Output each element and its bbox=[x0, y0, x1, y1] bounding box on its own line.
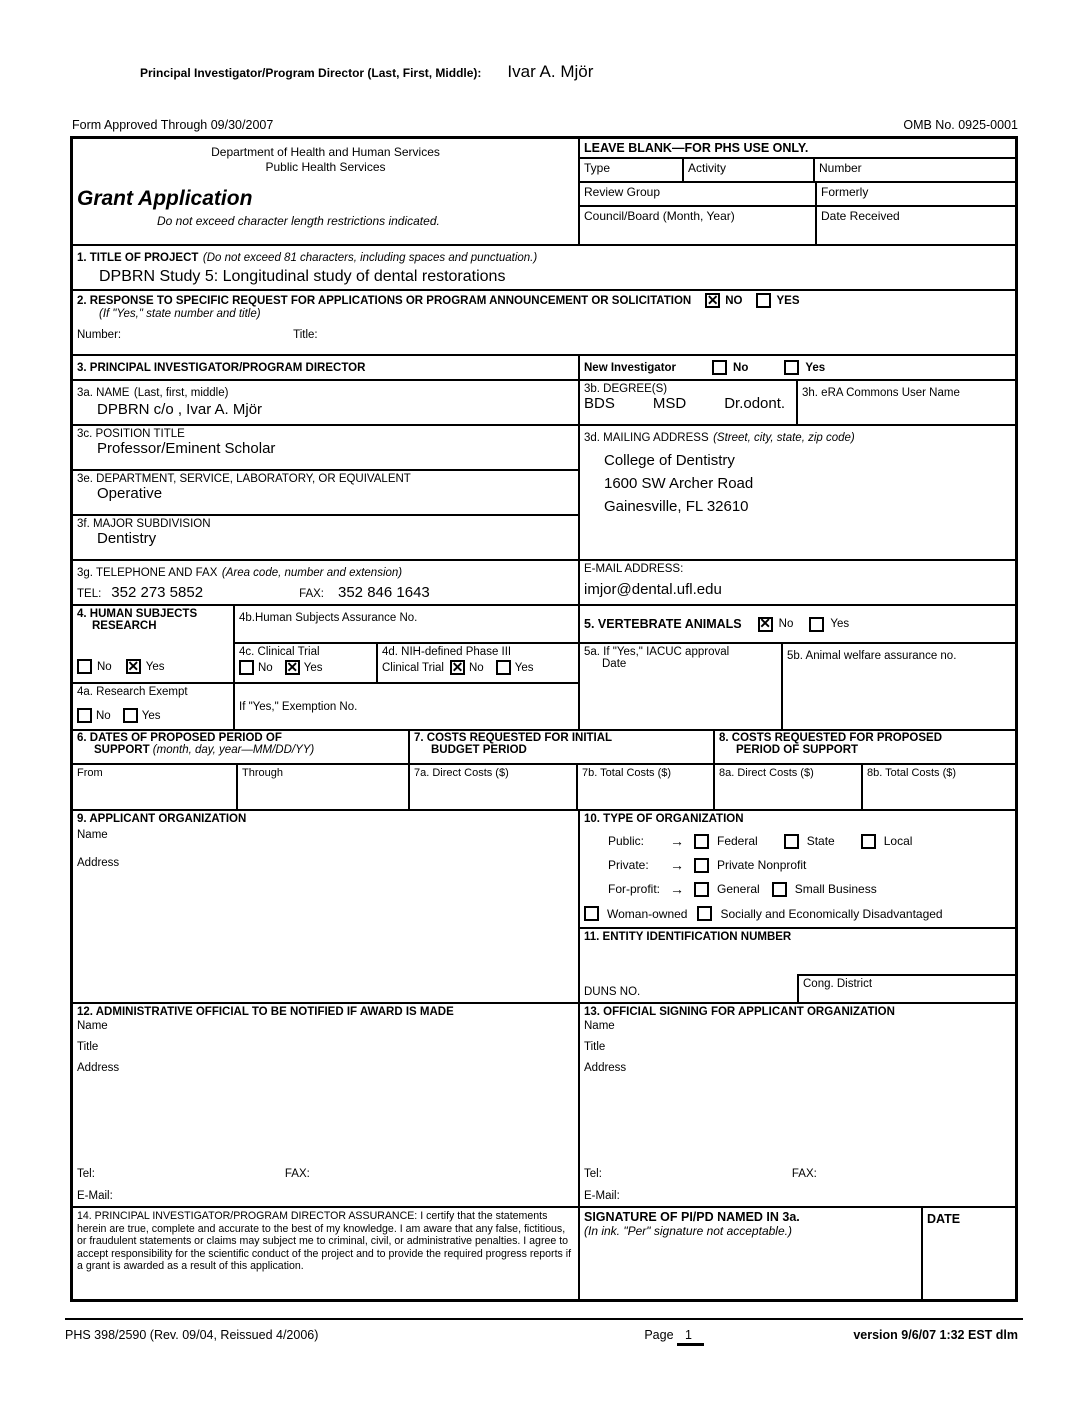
field-7a-direct-costs: 7a. Direct Costs ($) bbox=[410, 765, 578, 809]
field-4a-label: 4a. Research Exempt bbox=[77, 686, 188, 698]
human-subjects-block bbox=[73, 606, 580, 729]
major-subdivision-value: Dentistry bbox=[97, 530, 157, 547]
field-4b-label: 4b.Human Subjects Assurance No. bbox=[239, 612, 418, 624]
agency-dept-line2: Public Health Services bbox=[265, 160, 386, 174]
checkbox-disadvantaged[interactable] bbox=[697, 906, 712, 921]
checkbox-4a-yes-label: Yes bbox=[141, 709, 161, 722]
field-5-vertebrate-animals bbox=[580, 606, 1015, 644]
public-label: Public: bbox=[608, 834, 645, 848]
disadvantaged-label: Socially and Economically Disadvantaged bbox=[720, 906, 943, 921]
field-3d-note: (Street, city, state, zip code) bbox=[713, 432, 855, 444]
field-5a-iacuc-approval bbox=[580, 644, 783, 729]
field-4b-assurance-no bbox=[235, 606, 578, 644]
checkbox-5-yes-label: Yes bbox=[830, 618, 850, 630]
pi-header-label: Principal Investigator/Program Director (Last, First, Middle): bbox=[140, 66, 482, 80]
field-6-label-line2: SUPPORT bbox=[94, 744, 150, 756]
date-label: DATE bbox=[927, 1212, 961, 1226]
checkbox-4-yes-label: Yes bbox=[145, 660, 165, 673]
checkbox-private-nonprofit[interactable] bbox=[694, 858, 709, 873]
field-1-note: (Do not exceed 81 characters, including spaces and punctuation.) bbox=[202, 252, 538, 264]
field-8a-direct-costs: 8a. Direct Costs ($) bbox=[715, 765, 863, 809]
field-9-address-label: Address bbox=[77, 857, 120, 869]
form-approved-text: Form Approved Through 09/30/2007 bbox=[72, 118, 274, 132]
phs-number-cell: Number bbox=[819, 161, 862, 175]
checkbox-4c-yes-label: Yes bbox=[303, 661, 323, 674]
footer bbox=[65, 1328, 1018, 1342]
field-10-label: 10. TYPE OF ORGANIZATION bbox=[584, 813, 744, 825]
arrow-icon: → bbox=[670, 881, 684, 897]
checkbox-2-yes-label: YES bbox=[776, 294, 800, 307]
field-3f-major-subdivision bbox=[73, 516, 578, 559]
field-3b-label: 3b. DEGREE(S) bbox=[584, 383, 668, 395]
field-12-tel-label: Tel: bbox=[77, 1168, 95, 1180]
phs-date-received-cell: Date Received bbox=[821, 209, 900, 223]
checkbox-4-no[interactable] bbox=[77, 659, 92, 674]
address-line: Gainesville, FL 32610 bbox=[604, 498, 749, 515]
field-3e-label: 3e. DEPARTMENT, SERVICE, LABORATORY, OR EQUIVALENT bbox=[77, 473, 411, 485]
org-right-block bbox=[580, 811, 1015, 1002]
state-label: State bbox=[806, 834, 835, 848]
checkbox-woman-owned[interactable] bbox=[584, 906, 599, 921]
woman-owned-label: Woman-owned bbox=[607, 906, 688, 921]
field-3b-degrees bbox=[580, 381, 798, 424]
pi-header-line bbox=[140, 0, 1088, 82]
checkbox-2-yes[interactable] bbox=[756, 293, 771, 308]
checkbox-4-no-label: No bbox=[97, 660, 112, 673]
checkbox-4a-no[interactable] bbox=[77, 708, 92, 723]
new-investigator-label: New Investigator bbox=[584, 361, 677, 374]
checkbox-local[interactable] bbox=[861, 834, 876, 849]
field-14-text: I certify that the statements herein are true, complete and accurate to the best of my knowledge. I am aware that any false, fictitious, or fraudulent statements or claims may subject me to criminal, civil, or administrative penalties. I agree to accept responsibility for the scientific conduct of the project and to provide the required progress reports if a grant is awarded as a result of this application. bbox=[77, 1210, 572, 1273]
field-4a-research-exempt bbox=[73, 684, 235, 729]
field-6-dates-of-support bbox=[73, 731, 410, 809]
checkbox-4c-no[interactable] bbox=[239, 660, 254, 675]
phs-type-cell: Type bbox=[580, 159, 684, 181]
checkbox-2-no[interactable] bbox=[705, 293, 720, 308]
field-4-human-subjects bbox=[73, 606, 235, 682]
field-3-header-label: 3. PRINCIPAL INVESTIGATOR/PROGRAM DIRECTOR bbox=[77, 362, 366, 374]
field-2-response bbox=[73, 291, 1015, 354]
field-email-address bbox=[580, 561, 1015, 604]
field-3f-label: 3f. MAJOR SUBDIVISION bbox=[77, 518, 211, 530]
position-title-value: Professor/Eminent Scholar bbox=[97, 440, 276, 457]
field-14-label: 14. PRINCIPAL INVESTIGATOR/PROGRAM DIRECTOR ASSURANCE: bbox=[77, 1210, 418, 1222]
field-2-title-label: Title: bbox=[293, 329, 318, 341]
field-12-label: 12. ADMINISTRATIVE OFFICIAL TO BE NOTIFIED IF AWARD IS MADE bbox=[77, 1006, 454, 1018]
field-5b-welfare-assurance bbox=[783, 644, 1015, 729]
degree-value: BDS bbox=[584, 395, 615, 412]
checkbox-4d-yes-label: Yes bbox=[514, 661, 534, 674]
field-3a-name bbox=[73, 381, 580, 424]
field-3d-label: 3d. MAILING ADDRESS bbox=[584, 432, 709, 444]
checkbox-state[interactable] bbox=[784, 834, 799, 849]
degree-value: MSD bbox=[652, 395, 687, 412]
field-9-applicant-organization bbox=[73, 811, 580, 1002]
field-3h-label: 3h. eRA Commons User Name bbox=[802, 387, 960, 399]
date-cell bbox=[923, 1208, 1015, 1299]
field-11-entity-id bbox=[580, 929, 1015, 1002]
federal-label: Federal bbox=[717, 834, 758, 848]
field-4c-clinical-trial bbox=[235, 644, 378, 682]
field-7-costs-initial bbox=[410, 731, 715, 809]
checkbox-new-investigator-yes-label: Yes bbox=[805, 361, 826, 374]
phs-council-cell: Council/Board (Month, Year) bbox=[580, 207, 817, 244]
field-3c-position-title bbox=[73, 426, 578, 471]
field-6-from: From bbox=[73, 765, 238, 809]
address-line: 1600 SW Archer Road bbox=[604, 475, 754, 492]
field-11-label: 11. ENTITY IDENTIFICATION NUMBER bbox=[584, 931, 792, 943]
checkbox-5-yes[interactable] bbox=[809, 617, 824, 632]
field-13-title-label: Title bbox=[584, 1041, 606, 1053]
field-3-header bbox=[73, 356, 580, 379]
field-4d-phase3-trial bbox=[378, 644, 578, 682]
field-3e-department bbox=[73, 471, 578, 516]
checkbox-new-investigator-yes[interactable] bbox=[784, 360, 799, 375]
checkbox-4d-yes[interactable] bbox=[496, 660, 511, 675]
field-7-label-line2: BUDGET PERIOD bbox=[431, 744, 527, 756]
field-8b-total-costs: 8b. Total Costs ($) bbox=[867, 767, 957, 779]
page-number: 1 bbox=[677, 1328, 704, 1346]
field-6-label-line1: 6. DATES OF PROPOSED PERIOD OF bbox=[77, 732, 282, 744]
email-value: imjor@dental.ufl.edu bbox=[584, 581, 722, 598]
tel-value: 352 273 5852 bbox=[111, 584, 204, 601]
checkbox-4c-no-label: No bbox=[258, 661, 273, 674]
arrow-icon: → bbox=[670, 833, 684, 849]
field-4c-label: 4c. Clinical Trial bbox=[239, 646, 320, 658]
field-13-official-signing bbox=[580, 1004, 1015, 1206]
phs-box-header: LEAVE BLANK—FOR PHS USE ONLY. bbox=[580, 139, 1015, 159]
footer-version: version 9/6/07 1:32 EST dlm bbox=[853, 1328, 1018, 1342]
duns-label: DUNS NO. bbox=[584, 986, 641, 998]
field-3d-mailing-address bbox=[580, 426, 1015, 559]
field-12-title-label: Title bbox=[77, 1041, 99, 1053]
form-table bbox=[70, 136, 1018, 1302]
field-4-label-line2: RESEARCH bbox=[92, 620, 157, 632]
project-title-value: DPBRN Study 5: Longitudinal study of dental restorations bbox=[99, 268, 506, 285]
field-13-address-label: Address bbox=[584, 1062, 627, 1074]
approval-line bbox=[72, 118, 1018, 132]
field-6-note: (month, day, year—MM/DD/YY) bbox=[152, 744, 315, 756]
checkbox-5-no-label: No bbox=[778, 618, 794, 630]
field-10-type-of-organization bbox=[580, 811, 1015, 929]
agency-dept-line1: Department of Health and Human Services bbox=[211, 145, 440, 159]
checkbox-4a-no-label: No bbox=[96, 709, 111, 722]
field-2-number-label: Number: bbox=[77, 329, 122, 341]
page-label: Page bbox=[644, 1328, 674, 1342]
field-13-email-label: E-Mail: bbox=[584, 1190, 620, 1202]
private-label: Private: bbox=[608, 858, 649, 872]
fax-label: FAX: bbox=[299, 588, 324, 600]
field-12-fax-label: FAX: bbox=[284, 1168, 310, 1180]
vertebrate-animals-block bbox=[580, 606, 1015, 729]
field-5a-label-line1: 5a. If "Yes," IACUC approval bbox=[584, 646, 730, 658]
field-9-name-label: Name bbox=[77, 829, 108, 841]
cong-district-cell: Cong. District bbox=[797, 974, 1015, 1002]
signature-cell bbox=[580, 1208, 923, 1299]
field-2-note: (If "Yes," state number and title) bbox=[99, 308, 261, 320]
phs-formerly-cell: Formerly bbox=[821, 185, 869, 199]
checkbox-4d-no-label: No bbox=[469, 661, 484, 674]
checkbox-5-no[interactable] bbox=[758, 617, 773, 632]
phs-activity-cell: Activity bbox=[684, 159, 815, 181]
field-7b-total-costs: 7b. Total Costs ($) bbox=[582, 767, 672, 779]
footer-form-id: PHS 398/2590 (Rev. 09/04, Reissued 4/2006) bbox=[65, 1328, 319, 1342]
email-label: E-MAIL ADDRESS: bbox=[584, 563, 684, 575]
field-3a-label: 3a. NAME bbox=[77, 387, 130, 399]
local-label: Local bbox=[883, 834, 913, 848]
checkbox-4c-yes[interactable] bbox=[285, 660, 300, 675]
field-3g-note: (Area code, number and extension) bbox=[221, 567, 403, 579]
field-12-address-label: Address bbox=[77, 1062, 120, 1074]
field-4-label-line1: 4. HUMAN SUBJECTS bbox=[77, 608, 198, 620]
checkbox-new-investigator-no-label: No bbox=[733, 361, 749, 374]
field-8-costs-proposed bbox=[715, 731, 1015, 809]
form-title: Grant Application bbox=[77, 187, 253, 210]
field-14-assurance bbox=[73, 1208, 580, 1299]
arrow-icon: → bbox=[670, 857, 684, 873]
signature-note: (In ink. "Per" signature not acceptable.) bbox=[584, 1224, 792, 1238]
field-7-label-line1: 7. COSTS REQUESTED FOR INITIAL bbox=[414, 732, 613, 744]
field-3a-note: (Last, first, middle) bbox=[133, 387, 229, 399]
checkbox-federal[interactable] bbox=[694, 834, 709, 849]
checkbox-4-yes[interactable] bbox=[126, 659, 141, 674]
field-2-label: 2. RESPONSE TO SPECIFIC REQUEST FOR APPLICATIONS OR PROGRAM ANNOUNCEMENT OR SOLICITATION bbox=[77, 294, 692, 307]
agency-cell bbox=[73, 139, 580, 244]
checkbox-4d-no[interactable] bbox=[450, 660, 465, 675]
general-label: General bbox=[717, 882, 760, 896]
field-6-through: Through bbox=[242, 767, 283, 779]
pi-header-value: Ivar A. Mjör bbox=[507, 62, 594, 81]
exemption-label: If "Yes," Exemption No. bbox=[239, 700, 358, 713]
form-title-note: Do not exceed character length restrictions indicated. bbox=[157, 214, 440, 228]
tel-label: TEL: bbox=[77, 588, 102, 600]
field-12-name-label: Name bbox=[77, 1020, 108, 1032]
field-5b-label: 5b. Animal welfare assurance no. bbox=[787, 650, 957, 662]
checkbox-new-investigator-no[interactable] bbox=[712, 360, 727, 375]
field-exemption-no bbox=[235, 684, 578, 729]
field-5a-label-line2: Date bbox=[602, 658, 627, 670]
fax-value: 352 846 1643 bbox=[338, 584, 430, 601]
footer-rule bbox=[65, 1318, 1023, 1320]
field-4d-label-line1: 4d. NIH-defined Phase III bbox=[382, 646, 512, 658]
field-13-tel-label: Tel: bbox=[584, 1168, 602, 1180]
field-13-fax-label: FAX: bbox=[791, 1168, 817, 1180]
field-12-email-label: E-Mail: bbox=[77, 1190, 113, 1202]
pi-name-value: DPBRN c/o , Ivar A. Mjör bbox=[97, 401, 263, 418]
checkbox-small-business[interactable] bbox=[772, 882, 787, 897]
address-line: College of Dentistry bbox=[604, 452, 735, 469]
checkbox-4a-yes[interactable] bbox=[123, 708, 138, 723]
field-8-label-line2: PERIOD OF SUPPORT bbox=[736, 744, 859, 756]
private-nonprofit-label: Private Nonprofit bbox=[717, 858, 807, 872]
pi-left-stack bbox=[73, 426, 580, 559]
field-13-label: 13. OFFICIAL SIGNING FOR APPLICANT ORGANIZATION bbox=[584, 1006, 895, 1018]
field-3h-era-commons bbox=[798, 381, 1015, 424]
field-3g-label: 3g. TELEPHONE AND FAX bbox=[77, 567, 218, 579]
omb-number: OMB No. 0925-0001 bbox=[903, 118, 1018, 132]
department-value: Operative bbox=[97, 485, 163, 502]
signature-label: SIGNATURE OF PI/PD NAMED IN 3a. bbox=[584, 1210, 800, 1224]
field-3g-telephone-fax bbox=[73, 561, 580, 604]
small-business-label: Small Business bbox=[794, 882, 877, 896]
checkbox-2-no-label: NO bbox=[725, 294, 743, 307]
field-4d-label-line2: Clinical Trial bbox=[382, 661, 444, 674]
footer-page bbox=[495, 1328, 853, 1342]
field-1-label: 1. TITLE OF PROJECT bbox=[77, 252, 199, 264]
forprofit-label: For-profit: bbox=[608, 882, 661, 896]
field-9-label: 9. APPLICANT ORGANIZATION bbox=[77, 813, 247, 825]
new-investigator-cell bbox=[580, 356, 1015, 379]
phs-review-group-cell: Review Group bbox=[580, 183, 817, 205]
field-8-label-line1: 8. COSTS REQUESTED FOR PROPOSED bbox=[719, 732, 943, 744]
field-12-admin-official bbox=[73, 1004, 580, 1206]
checkbox-general[interactable] bbox=[694, 882, 709, 897]
phs-use-only-box bbox=[580, 139, 1015, 244]
field-13-name-label: Name bbox=[584, 1020, 615, 1032]
field-3c-label: 3c. POSITION TITLE bbox=[77, 428, 185, 440]
degree-value: Dr.odont. bbox=[724, 395, 786, 412]
field-1-title-of-project bbox=[73, 246, 1015, 289]
field-5-label: 5. VERTEBRATE ANIMALS bbox=[584, 617, 742, 631]
